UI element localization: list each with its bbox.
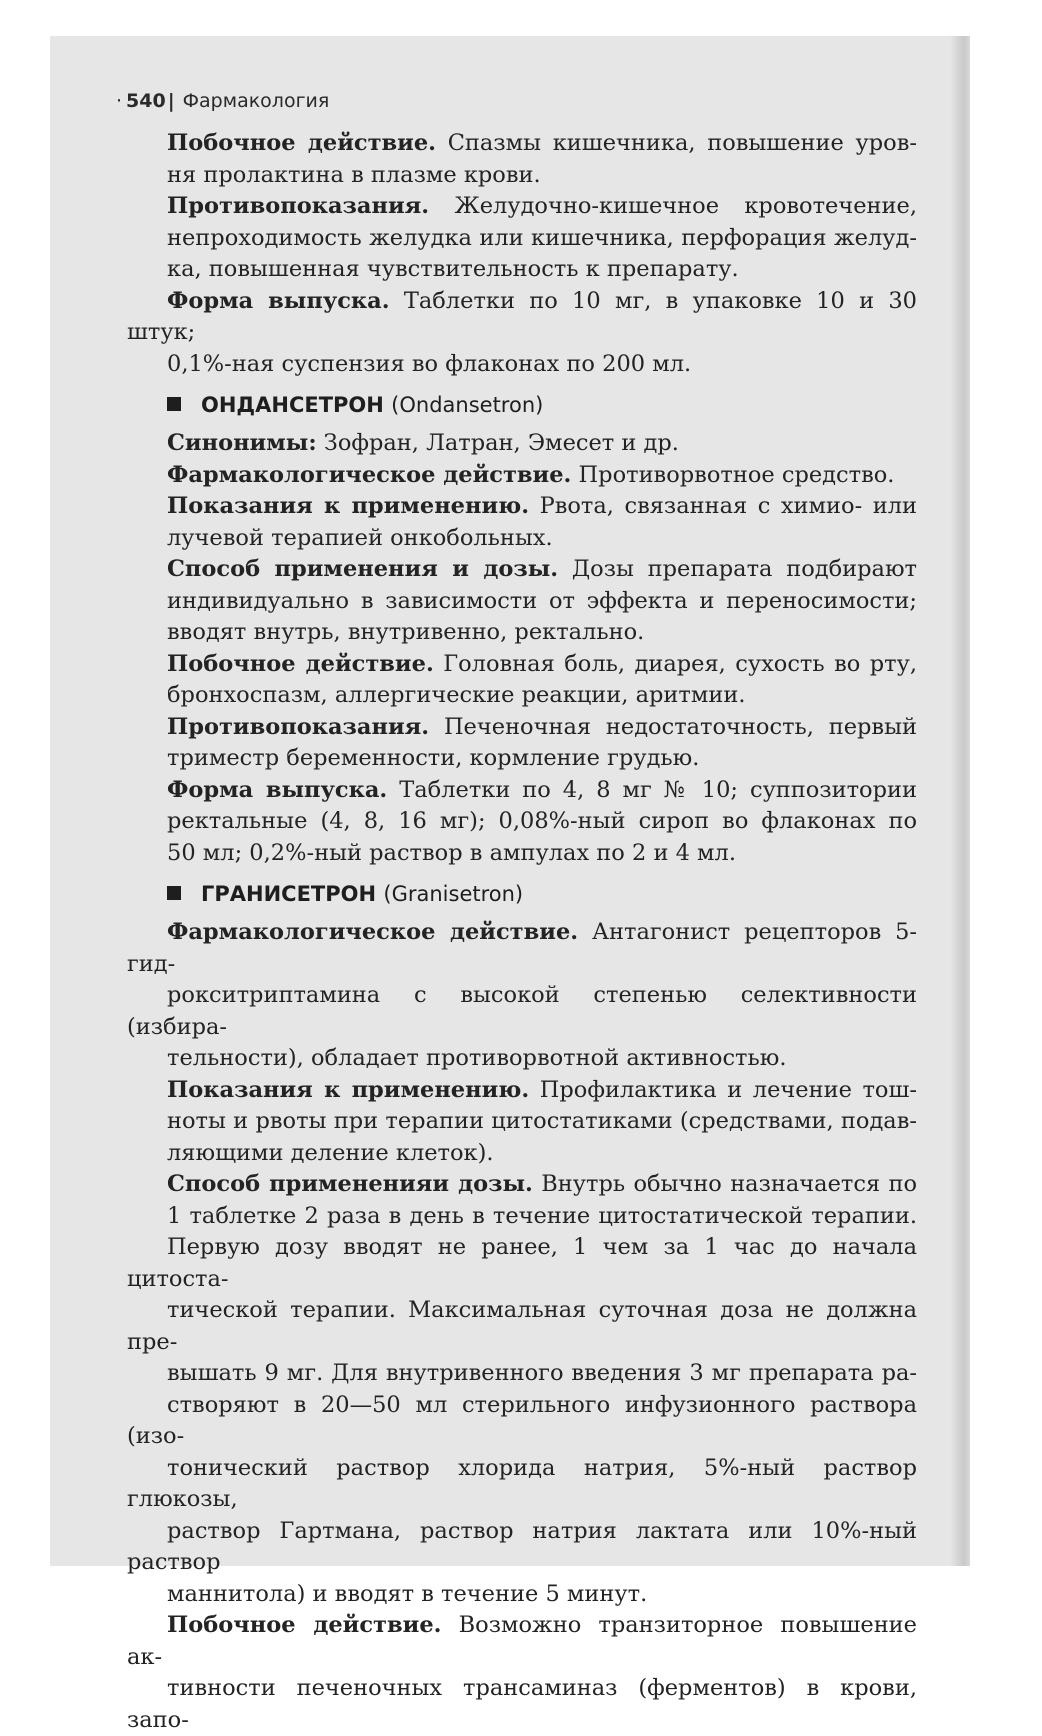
line-text: Первую дозу вводят не ранее, 1 чем за 1 час до начала цитоста- [127,1234,917,1292]
entry-paragraph [127,917,917,1075]
text-line [127,1106,917,1138]
line-text: 0,1%-ная суспензия во флаконах по 200 мл. [167,350,692,377]
entry-paragraph [127,191,917,286]
paragraph-label: Форма выпуска. [167,287,390,314]
entry-paragraph [127,775,917,870]
text-line [127,1169,917,1201]
text-line [127,1579,917,1611]
paragraph-label: Побочное действие. [167,130,437,156]
paragraph-label: Показания к применению. [167,493,530,519]
line-text: Дозы препарата подбирают [571,556,917,582]
text-line [127,1295,917,1358]
page-edge-shadow [950,36,970,1566]
entry-paragraph [127,1610,917,1736]
book-page [116,88,918,1736]
line-text: ка, повышенная чувствительность к препарату. [167,256,739,282]
line-text: ляющими деление клеток). [167,1139,494,1166]
line-text: лучевой терапией онкобольных. [167,524,553,551]
line-text: Таблетки по 10 мг, в упаковке 10 и 30 штук; [127,287,917,345]
text-line [127,838,917,870]
text-line [127,1075,917,1107]
running-head [116,88,917,114]
paragraph-label: Форма выпуска. [167,776,388,803]
ondansetron-entry [127,428,917,869]
line-text: Желудочно-кишечное кровотечение, [454,193,917,219]
line-text: 1 таблетке 2 раза в день в течение цитостатической терапии. [167,1202,917,1229]
line-text: тической терапии. Максимальная суточная доза не должна пре- [127,1297,917,1355]
line-text: ректальные (4, 8, 16 мг); 0,08%-ный сироп во флаконах по [167,808,917,834]
text-line [127,160,917,192]
entry-paragraph [127,286,917,381]
line-text: Спазмы кишечника, повышение уров- [447,130,918,156]
line-text: Таблетки по 4, 8 мг № 10; суппозитории [399,776,918,803]
paragraph-label: Синонимы: [167,430,317,456]
paragraph-label: Противопоказания. [167,713,430,740]
line-text: 50 мл; 0,2%-ный раствор в ампулах по 2 и 4 мл. [167,839,737,866]
line-text: триместр беременности, кормление грудью. [167,745,700,771]
line-text: вышать 9 мг. Для внутривенного введения 3 мг препарата ра- [167,1360,917,1386]
line-text: тонический раствор хлорида натрия, 5%-ный раствор глюкозы, [127,1454,917,1512]
paragraph-label: Способ примененияи дозы. [167,1171,533,1197]
text-line [127,1453,917,1516]
text-line [127,617,917,649]
line-text: Головная боль, диарея, сухость во рту, [443,650,917,677]
line-text: тивности печеночных трансаминаз (ферментов) в крови, запо- [127,1675,917,1733]
entry-paragraph [127,649,917,712]
text-line [127,1232,917,1295]
line-text: створяют в 20—50 мл стерильного инфузионного раствора (изо- [127,1391,917,1449]
text-line [127,223,917,255]
drug-name: ОНДАНСЕТРОН [201,393,384,417]
text-line [127,712,917,744]
line-text: рокситриптамина с высокой степенью селективности (избира- [127,982,917,1040]
text-line [127,554,917,586]
paragraph-label: Побочное действие. [167,1612,442,1638]
line-text: Зофран, Латран, Эмесет и др. [323,430,679,456]
granisetron-entry [127,917,917,1736]
entry-paragraph [127,554,917,649]
text-line [127,286,917,349]
line-text: ня пролактина в плазме крови. [167,161,541,188]
line-text: раствор Гартмана, раствор натрия лактата или 10%-ный раствор [127,1517,917,1575]
text-line [127,1358,917,1390]
text-line [127,1610,917,1673]
text-line [127,523,917,555]
text-line [127,1138,917,1170]
section-heading-granisetron [167,879,917,909]
drug-name: ГРАНИСЕТРОН [201,882,377,906]
text-line [127,349,917,381]
line-text: Антагонист рецепторов 5-гид- [127,919,918,977]
entry-paragraph [127,128,917,191]
running-title: Фармакология [182,90,330,112]
line-text: Рвота, связанная с химио- или [539,493,917,519]
text-line [127,1201,917,1233]
square-bullet-icon [167,886,181,900]
line-text: индивидуально в зависимости от эффекта и переносимости; [167,587,917,614]
line-text: Возможно транзиторное повышение ак- [127,1612,917,1670]
text-line [127,775,917,807]
paragraph-label: Побочное действие. [167,650,434,677]
paragraph-label: Способ применения и дозы. [167,556,559,582]
entry-paragraph [127,712,917,775]
text-line [127,191,917,223]
entry-paragraph [127,428,917,460]
text-line [127,649,917,681]
line-text: вводят внутрь, внутривенно, ректально. [167,619,645,645]
entry-paragraph [127,1169,917,1610]
drug-latin-name: (Granisetron) [383,882,524,906]
text-line [127,1390,917,1453]
line-text: Противорвотное средство. [578,461,895,488]
line-text: непроходимость желудка или кишечника, перфорация желуд- [167,224,917,251]
text-line [127,428,917,460]
square-bullet-icon [167,397,181,411]
text-line [127,1516,917,1579]
paragraph-label: Фармакологическое действие. [167,461,572,488]
text-line [127,1043,917,1075]
header-dot: · [116,90,123,112]
text-line [127,460,917,492]
entry-paragraph [127,460,917,492]
text-line [127,980,917,1043]
line-text: тельности), обладает противорвотной активностью. [167,1045,787,1071]
line-text: Печеночная недостаточность, первый [443,713,918,740]
previous-drug-continuation [127,128,917,380]
line-text: Внутрь обычно назначается по [541,1171,918,1197]
drug-latin-name: (Ondansetron) [391,393,544,417]
section-heading-ondansetron [167,390,917,420]
text-line [127,680,917,712]
line-text: бронхоспазм, аллергические реакции, аритмии. [167,682,746,708]
text-line [127,586,917,618]
paragraph-label: Противопоказания. [167,193,430,219]
text-line [127,491,917,523]
entry-paragraph [127,491,917,554]
paragraph-label: Фармакологическое действие. [167,919,579,945]
text-line [127,743,917,775]
entry-paragraph [127,1075,917,1170]
text-line [127,1673,917,1736]
line-text: маннитола) и вводят в течение 5 минут. [167,1580,648,1607]
paragraph-label: Показания к применению. [167,1076,530,1103]
text-line [127,128,917,160]
line-text: ноты и рвоты при терапии цитостатиками (средствами, подав- [167,1108,917,1134]
text-line [127,254,917,286]
text-line [127,917,917,980]
line-text: Профилактика и лечение тош- [539,1076,917,1103]
text-line [127,806,917,838]
page-number: 540 [126,90,166,112]
header-separator: | [167,90,175,112]
